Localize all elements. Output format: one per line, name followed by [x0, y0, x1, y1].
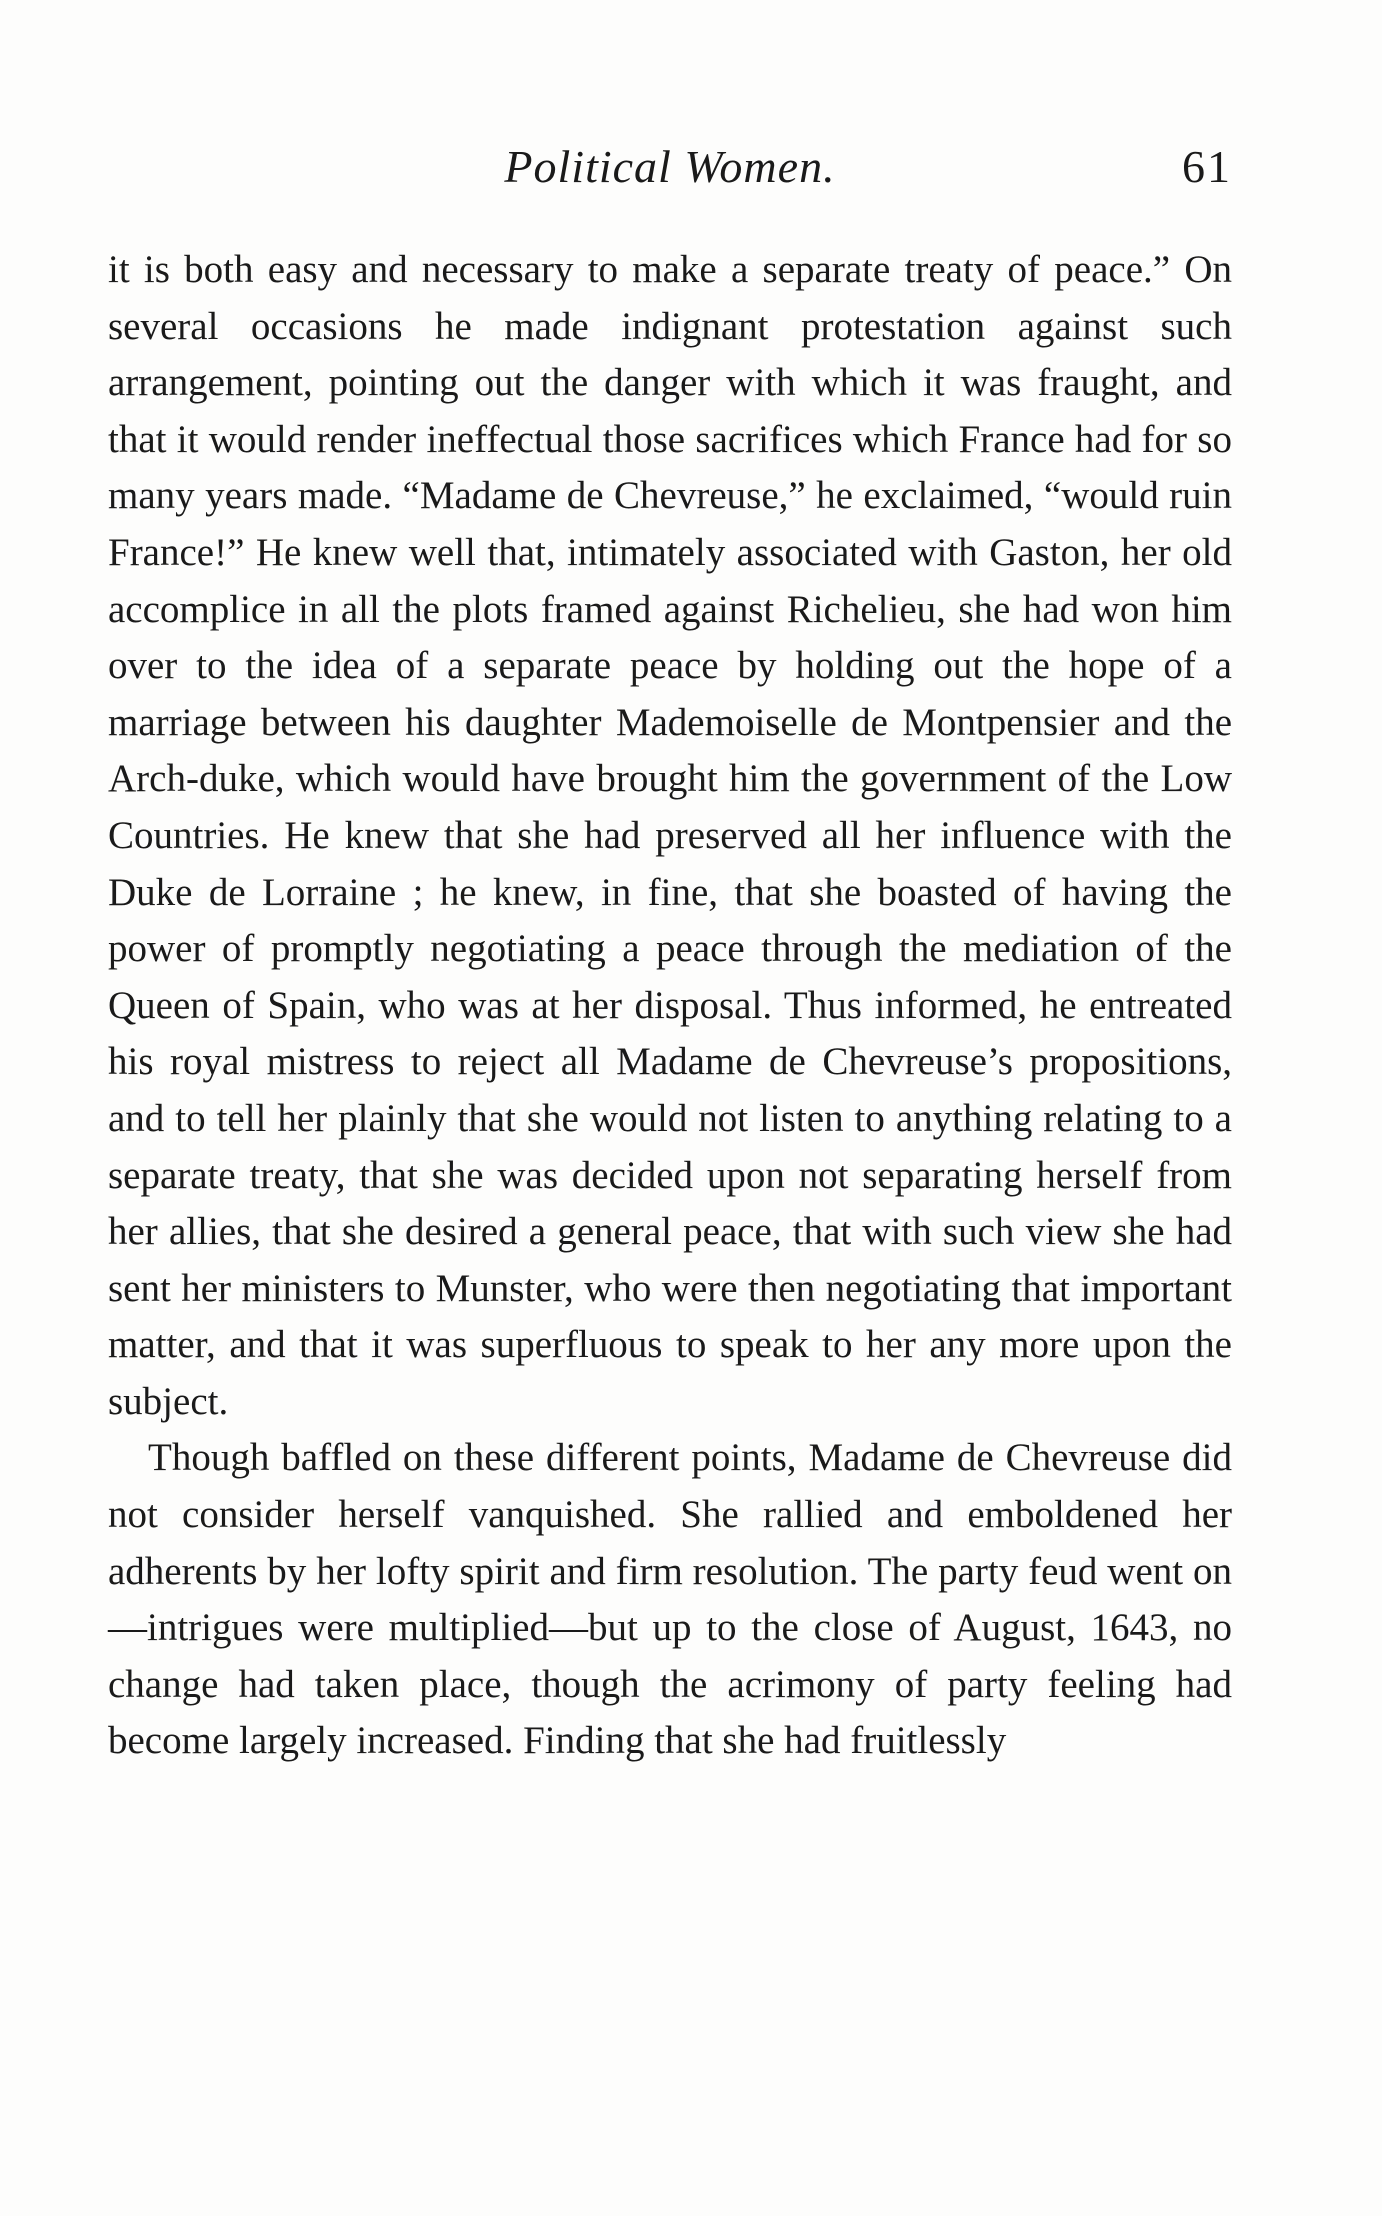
body-text — [108, 242, 1232, 1770]
running-title: Political Women. — [504, 141, 836, 192]
running-head — [108, 140, 1232, 200]
paragraph-continued: it is both easy and necessary to make a separate treaty of peace.” On several occasions he made indignant protestation against such arrangement, pointing out the danger with which it was fraught, and that it would render ineffectual those sacrifices which France had for so many years made. “Madame de Chevreuse,” he exclaimed, “would ruin France!” He knew well that, intimately associated with Gaston, her old accomplice in all the plots framed against Richelieu, she had won him over to the idea of a separate peace by holding out the hope of a marriage between his daughter Mademoiselle de Montpensier and the Arch-duke, which would have brought him the government of the Low Countries. He knew that she had preserved all her influence with the Duke de Lorraine ; he knew, in fine, that she boasted of having the power of promptly negotiating a peace through the mediation of the Queen of Spain, who was at her disposal. Thus informed, he entreated his royal mistress to reject all Madame de Chevreuse’s propositions, and to tell her plainly that she would not listen to anything relating to a separate treaty, that she was decided upon not separating herself from her allies, that she desired a general peace, that with such view she had sent her ministers to Munster, who were then negotiating that important matter, and that it was superfluous to speak to her any more upon the subject. — [108, 248, 1232, 1423]
paragraph: Though baffled on these different points, Madame de Chevreuse did not consider herself vanquished. She rallied and emboldened her adherents by her lofty spirit and firm resolution. The party feud went on—intrigues were multiplied—but up to the close of August, 1643, no change had taken place, though the acrimony of party feeling had become largely increased. Finding that she had fruitlessly — [108, 1436, 1232, 1763]
page-number: 61 — [1182, 141, 1232, 192]
